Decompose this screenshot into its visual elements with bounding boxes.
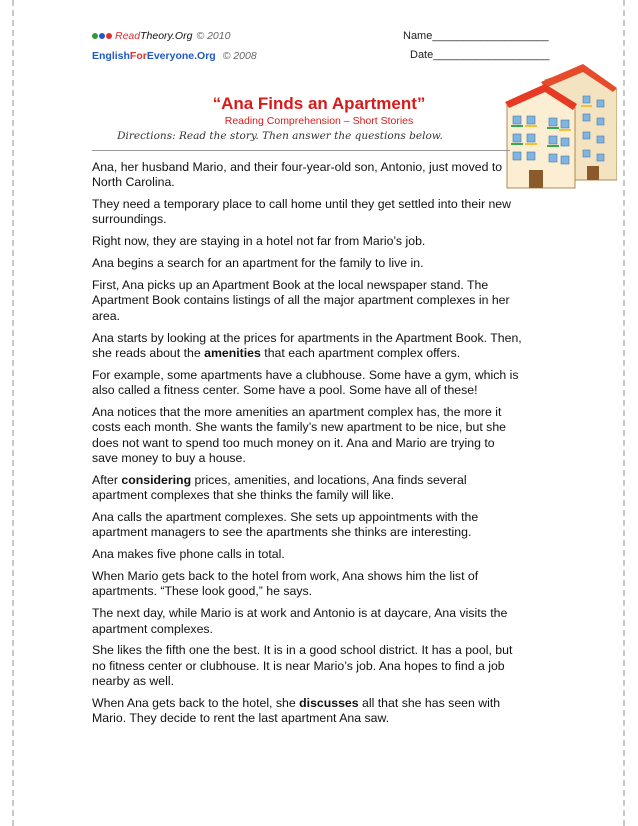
story-title: “Ana Finds an Apartment” [212, 94, 426, 113]
text-run: Ana starts by looking at the prices for apartments in the Apartment Book. Then, she reads about the [92, 330, 522, 360]
story-paragraph: For example, some apartments have a clubhouse. Some have a gym, which is also called a fitness center. Some have a pool. Some have all of these! [92, 367, 519, 398]
story-paragraph [92, 473, 522, 504]
logo-dot-green [92, 33, 98, 39]
header-divider [92, 150, 510, 151]
englishforeveryone-brand [92, 50, 257, 62]
story-paragraph: When Mario gets back to the hotel from work, Ana shows him the list of apartments. “These look good,” he says. [92, 569, 479, 599]
brand-everyone: Everyone.Org [146, 50, 216, 62]
story-paragraph: She likes the fifth one the best. It is in a good school district. It has a pool, but no fitness center or clubhouse. It is near Mario’s job. Ana hopes to find a job nearby as well. [92, 643, 513, 689]
brand-theory: Theory.Org [140, 30, 193, 42]
vocab-word-discusses: discusses [299, 695, 359, 710]
directions-text: Directions: Read the story. Then answer the questions below. [117, 130, 443, 142]
text-run: prices, amenities, and locations, Ana finds several apartment complexes that she thinks the family will like. [92, 472, 467, 503]
brand-read: Read [115, 30, 141, 42]
name-field[interactable]: Name___________________ [403, 30, 549, 42]
date-field[interactable]: Date___________________ [410, 49, 550, 61]
logo-dot-blue [99, 33, 105, 39]
story-subtitle: Reading Comprehension – Short Stories [224, 115, 414, 127]
brand-for: For [129, 50, 147, 62]
text-run: that each apartment complex offers. [260, 345, 461, 360]
story-paragraph: Ana begins a search for an apartment for the family to live in. [92, 256, 424, 271]
story-paragraph: They need a temporary place to call home until they get settled into their new surroundings. [92, 197, 512, 227]
story-paragraph: The next day, while Mario is at work and Antonio is at daycare, Ana visits the apartment complexes. [92, 606, 508, 636]
story-paragraph: First, Ana picks up an Apartment Book at the local newspaper stand. The Apartment Book contains listings of all the major apartment complexes in her area. [92, 278, 510, 323]
vocab-word-considering: considering [121, 472, 192, 487]
readtheory-brand [92, 30, 230, 42]
story-body [92, 160, 522, 733]
text-run: When Ana gets back to the hotel, she [92, 695, 300, 710]
logo-dot-red [106, 33, 112, 39]
story-paragraph: Right now, they are staying in a hotel not far from Mario’s job. [92, 234, 426, 249]
story-paragraph: Ana, her husband Mario, and their four-year-old son, Antonio, just moved to North Carolina. [92, 160, 503, 190]
story-paragraph: Ana makes five phone calls in total. [92, 547, 285, 562]
brand-copyright: © 2010 [196, 30, 231, 42]
text-run: all that she has seen with Mario. They decide to rent the last apartment Ana saw. [92, 695, 501, 726]
story-paragraph: Ana notices that the more amenities an apartment complex has, the more it costs each month. She wants the family’s new apartment to be nice, but she does not want to spend too much money on it. Ana and Mario are trying to save money to buy a house. [92, 405, 506, 465]
vocab-word-amenities: amenities [204, 345, 261, 360]
brand-english: English [92, 50, 130, 62]
story-paragraph [92, 696, 522, 727]
brand2-copyright: © 2008 [222, 50, 257, 62]
story-paragraph [92, 331, 522, 362]
story-paragraph: Ana calls the apartment complexes. She sets up appointments with the apartment managers to see the apartments she thinks are interesting. [92, 509, 479, 540]
worksheet-header [92, 30, 552, 80]
text-run: After [92, 472, 122, 487]
